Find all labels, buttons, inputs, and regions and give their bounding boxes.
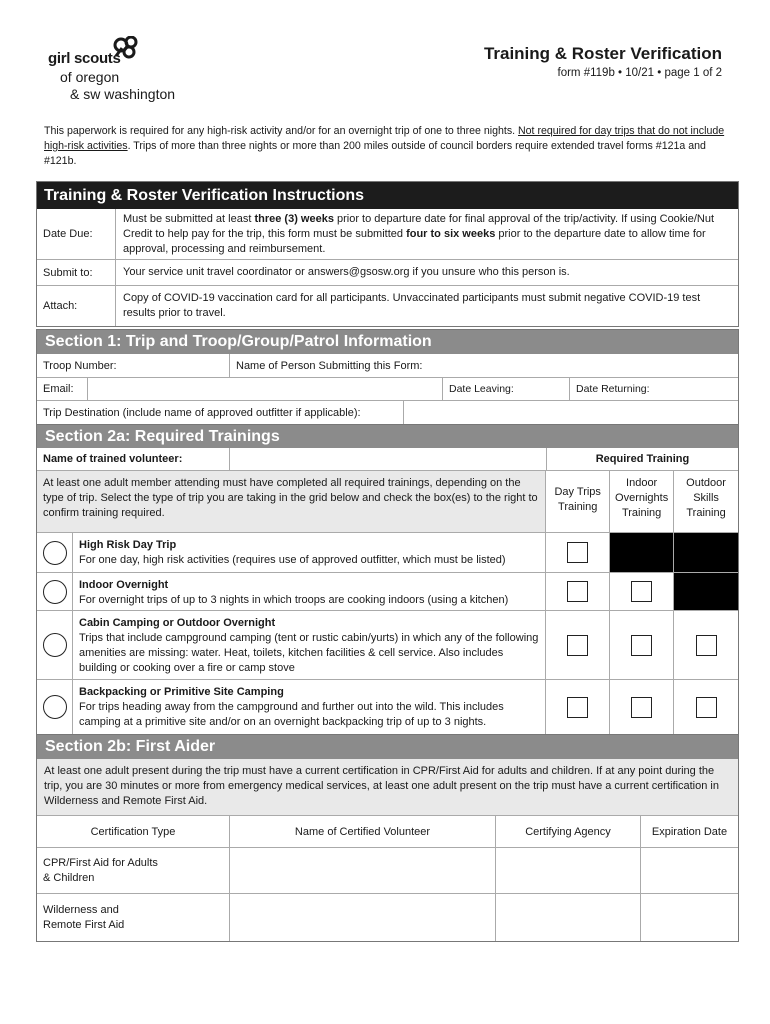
- section-1: [36, 329, 739, 425]
- submit-to-label: Submit to:: [37, 260, 116, 285]
- email-label: Email:: [37, 378, 88, 400]
- section-2a: [36, 425, 739, 735]
- trip-name: High Risk Day Trip: [79, 539, 177, 551]
- blocked-cell: [674, 533, 738, 572]
- section-2b: [36, 735, 739, 942]
- indoor-overnights-checkbox[interactable]: [631, 581, 652, 602]
- email-field[interactable]: [88, 378, 443, 400]
- logo: [48, 36, 188, 106]
- day-trips-checkbox[interactable]: [567, 697, 588, 718]
- outdoor-skills-training-header: Outdoor Skills Training: [686, 477, 726, 519]
- trained-volunteer-label: Name of trained volunteer:: [37, 448, 230, 470]
- certifying-agency-header: Certifying Agency: [496, 816, 641, 847]
- logo-line-1: girl scouts: [48, 50, 121, 67]
- trip-destination-field[interactable]: [404, 401, 738, 424]
- expiration-date-header: Expiration Date: [651, 825, 728, 838]
- indoor-overnights-checkbox[interactable]: [631, 635, 652, 656]
- trip-row-indoor-overnight: [37, 572, 738, 610]
- high-risk-radio[interactable]: [43, 541, 67, 565]
- certifying-agency-field[interactable]: [496, 894, 641, 941]
- date-leaving-field[interactable]: Date Leaving:: [443, 378, 570, 400]
- trip-desc: For trips heading away from the campground and further out into the wild. This includes camping at a primitive site and/or on an overnight backpacking trip of up to 3 nights.: [79, 701, 504, 728]
- form-number: form #119b • 10/21 • page 1 of 2: [557, 67, 722, 79]
- trip-name: Backpacking or Primitive Site Camping: [79, 686, 284, 698]
- day-trips-checkbox[interactable]: [567, 581, 588, 602]
- indoor-overnight-radio[interactable]: [43, 580, 67, 604]
- trip-destination-label: Trip Destination (include name of approved outfitter if applicable):: [37, 401, 404, 424]
- first-aid-instruction: At least one adult present during the trip must have a current certification in CPR/First Aid for adults and children. If at any point during the trip, you are 30 minutes or more from emergency medical services, at least one adult present on the trip must have a current certification in Wilderness and Remote First Aid.: [37, 759, 738, 815]
- submitter-name-field[interactable]: Name of Person Submitting this Form:: [236, 359, 423, 372]
- cabin-camping-radio[interactable]: [43, 633, 67, 657]
- logo-line-3: & sw washington: [70, 86, 176, 102]
- certified-volunteer-field[interactable]: [230, 848, 496, 893]
- page-title: Training & Roster Verification: [483, 44, 722, 63]
- logo-line-2: of oregon: [60, 69, 120, 85]
- day-trips-checkbox[interactable]: [567, 635, 588, 656]
- trip-name: Indoor Overnight: [79, 579, 169, 591]
- expiration-date-field[interactable]: [641, 894, 738, 941]
- trip-desc: For overnight trips of up to 3 nights in which troops are cooking indoors (using a kitchen): [79, 594, 509, 606]
- date-due-label: Date Due:: [37, 209, 116, 259]
- trip-row-high-risk: [37, 532, 738, 572]
- date-returning-field[interactable]: Date Returning:: [576, 383, 650, 395]
- trip-row-cabin-camping: [37, 610, 738, 679]
- blocked-cell: [610, 533, 674, 572]
- cert-type-wilderness: Wilderness and Remote First Aid: [37, 894, 230, 941]
- attach-text: Copy of COVID-19 vaccination card for all participants. Unvaccinated participants must submit negative COVID-19 test results prior to travel.: [123, 292, 701, 319]
- date-due-text: Must be submitted at least three (3) weeks prior to departure date for final approval of the trip/activity. If using Cookie/Nut Credit to help pay for the trip, this form must be submitted four to six weeks prior to the departure date to allow time for approval, processing and reimbursement.: [123, 212, 715, 255]
- day-trips-checkbox[interactable]: [567, 542, 588, 563]
- trip-desc: For one day, high risk activities (requires use of approved outfitter, which must be listed): [79, 554, 506, 566]
- attach-label: Attach:: [37, 286, 116, 326]
- indoor-overnights-checkbox[interactable]: [631, 697, 652, 718]
- intro-text: This paperwork is required for any high-risk activity and/or for an overnight trip of one to three nights. Not required for day trips that do not include high-risk activities. Trips of more than three nights or more than 200 miles outside of council borders require extended travel forms #121a and #121b.: [44, 125, 725, 167]
- indoor-overnights-training-header: Indoor Overnights Training: [610, 471, 674, 532]
- trip-name: Cabin Camping or Outdoor Overnight: [79, 617, 276, 629]
- outdoor-skills-checkbox[interactable]: [696, 697, 717, 718]
- troop-number-field[interactable]: Troop Number:: [37, 354, 230, 377]
- day-trips-training-header: Day Trips Training: [546, 471, 610, 532]
- trip-row-backpacking: [37, 679, 738, 734]
- required-training-header: Required Training: [595, 453, 690, 465]
- trip-desc: Trips that include campground camping (tent or rustic cabin/yurts) in which any of the following amenities are missing: water. Heat, toilets, kitchen facilities & cell service. Also includes building or cooking over a fire or camp stove: [79, 632, 539, 674]
- training-instruction: At least one adult member attending must have completed all required trainings, depending on the type of trip. Select the type of trip you are taking in the grid below and check the box(es) to the right to confirm training required.: [37, 471, 546, 532]
- backpacking-radio[interactable]: [43, 695, 67, 719]
- blocked-cell: [674, 573, 738, 610]
- cert-type-cpr: CPR/First Aid for Adults & Children: [37, 848, 230, 893]
- certified-volunteer-field[interactable]: [230, 894, 496, 941]
- trained-volunteer-field[interactable]: [230, 448, 547, 470]
- certifying-agency-field[interactable]: [496, 848, 641, 893]
- certified-volunteer-header: Name of Certified Volunteer: [230, 816, 496, 847]
- outdoor-skills-checkbox[interactable]: [696, 635, 717, 656]
- instructions-title: Training & Roster Verification Instructions: [37, 182, 738, 209]
- section-2a-title: Section 2a: Required Trainings: [37, 425, 738, 448]
- section-2b-title: Section 2b: First Aider: [37, 735, 738, 759]
- expiration-date-field[interactable]: [641, 848, 738, 893]
- instructions-section: [36, 181, 739, 327]
- certification-type-header: Certification Type: [37, 816, 230, 847]
- section-1-title: Section 1: Trip and Troop/Group/Patrol Information: [37, 330, 738, 354]
- submit-to-text: Your service unit travel coordinator or answers@gsosw.org if you unsure who this person is.: [123, 266, 570, 278]
